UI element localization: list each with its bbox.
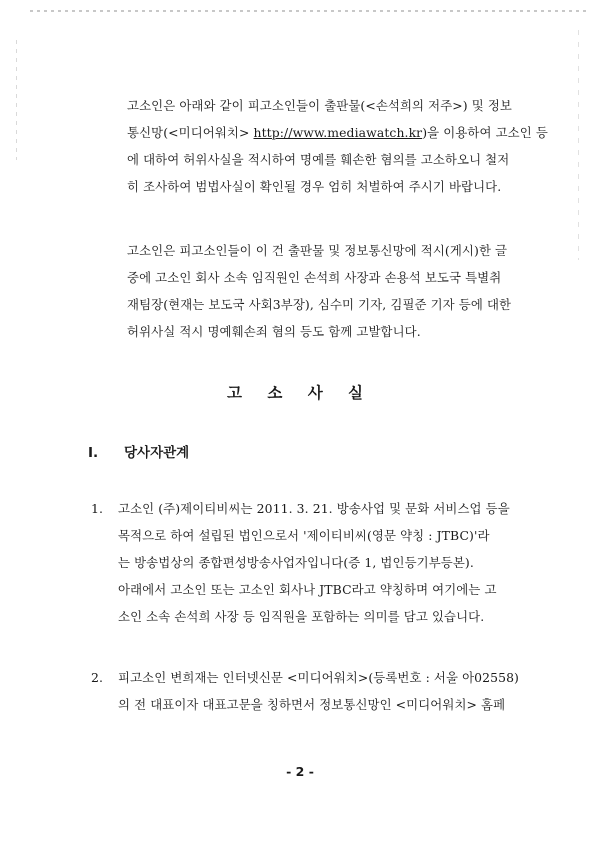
page-number: - 2 - <box>286 764 314 779</box>
intro-paragraph <box>127 92 548 200</box>
scan-artifact-top <box>30 10 590 12</box>
text-line: 재팀장(현재는 보도국 사회3부장), 심수미 기자, 김필준 기자 등에 대한 <box>127 297 512 312</box>
item-number: 1. <box>91 501 103 516</box>
text-line: 허위사실 적시 명예훼손죄 혐의 등도 함께 고발합니다. <box>127 324 421 339</box>
item-paragraph <box>118 664 519 718</box>
section-heading <box>88 441 189 461</box>
accusation-paragraph <box>127 237 511 345</box>
heading-number: I. <box>88 445 99 461</box>
text-line: 고소인 (주)제이티비씨는 2011. 3. 21. 방송사업 및 문화 서비스업 등을 <box>118 501 510 516</box>
text-segment: 통신망(<미디어워치> <box>127 125 250 140</box>
text-line: 는 방송법상의 종합편성방송사업자입니다(증 1, 법인등기부등본). <box>118 555 474 570</box>
text-line: 에 대하여 허위사실을 적시하여 명예를 훼손한 혐의를 고소하오니 철저 <box>127 152 510 167</box>
text-segment: )을 이용하여 고소인 등 <box>422 125 548 140</box>
mediawatch-link[interactable]: http://www.mediawatch.kr <box>253 125 423 140</box>
text-line: 중에 고소인 회사 소속 임직원인 손석희 사장과 손용석 보도국 특별취 <box>127 270 502 285</box>
text-line: 의 전 대표이자 대표고문을 칭하면서 정보통신망인 <미디어워치> 홈페 <box>118 697 506 712</box>
section-title: 고 소 사 실 <box>226 384 374 402</box>
text-line: 고소인은 피고소인들이 이 건 출판물 및 정보통신망에 적시(게시)한 글 <box>127 243 508 258</box>
text-line: 목적으로 하여 설립된 법인으로서 '제이티비씨(영문 약칭 : JTBC)'라 <box>118 528 490 543</box>
text-line <box>127 119 548 146</box>
text-line: 히 조사하여 범법사실이 확인될 경우 엄히 처벌하여 주시기 바랍니다. <box>127 179 502 194</box>
text-line: 소인 소속 손석희 사장 등 임직원을 포함하는 의미를 담고 있습니다. <box>118 609 485 624</box>
text-line: 아래에서 고소인 또는 고소인 회사나 JTBC라고 약칭하며 여기에는 고 <box>118 582 497 597</box>
scan-artifact-left <box>16 40 17 160</box>
item-paragraph <box>118 495 510 630</box>
scan-artifact-right <box>578 30 579 260</box>
text-line: 피고소인 변희재는 인터넷신문 <미디어워치>(등록번호 : 서울 아02558) <box>118 670 519 685</box>
item-number: 2. <box>91 670 103 685</box>
heading-label: 당사자관계 <box>124 445 190 461</box>
text-line: 고소인은 아래와 같이 피고소인들이 출판물(<손석희의 저주>) 및 정보 <box>127 98 512 113</box>
